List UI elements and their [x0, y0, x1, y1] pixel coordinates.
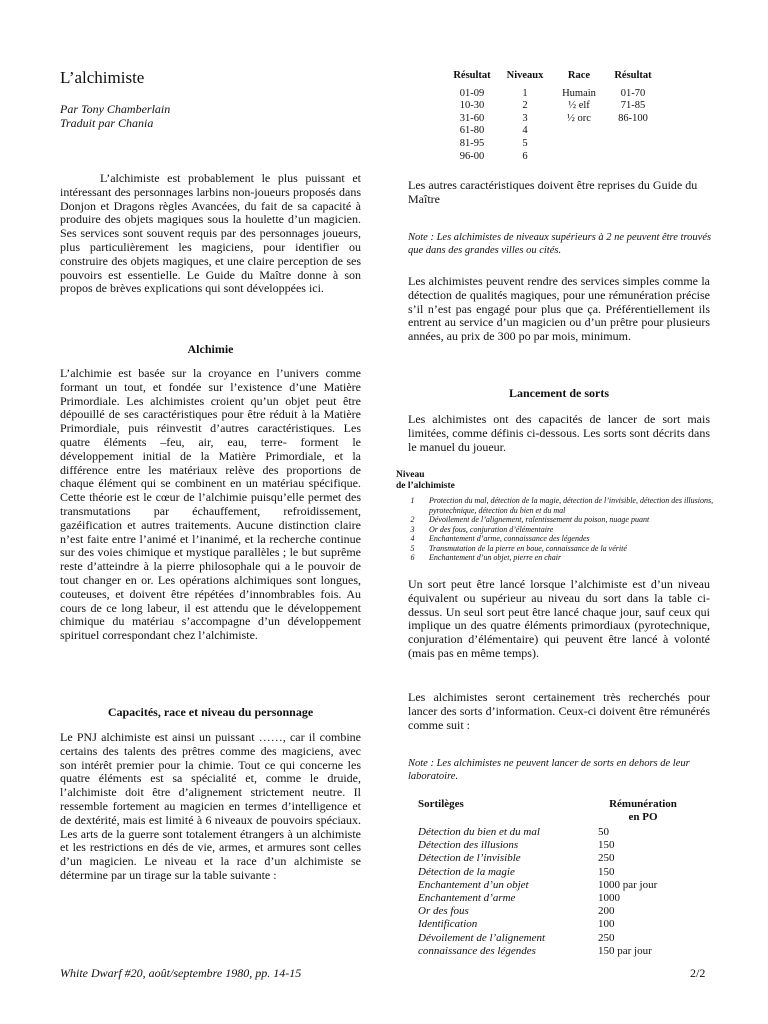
spell-name: connaissance des légendes: [418, 944, 536, 957]
spell-fee: 1000: [598, 892, 620, 905]
list-item: [396, 496, 736, 515]
footer-source: White Dwarf #20, août/septembre 1980, pp. 14-15: [60, 966, 302, 980]
spell-name: Enchantement d’arme: [418, 892, 516, 905]
spell-cast-paragraph: Un sort peut être lancé lorsque l’alchimiste est d’un niveau équivalent ou supérieur au niveau du sort dans la table ci-dessus. Un seul sort peut être lancé chaque jour, sauf ceux qui implique un des quatre éléments primordiaux (pyrotechnique, conjuration d’élémentaire) qui peuvent être lancé à volonté (mais pas en même temps).: [408, 577, 710, 660]
table-cell: 71-85: [620, 100, 646, 112]
table-header: Race: [567, 70, 591, 81]
spell-level-number: 4: [410, 534, 415, 543]
spell-level-spells: Protection du mal, détection de la magie, détection de l’invisible, détection des illusions, pyrotechnique, détection du bien et du mal: [429, 496, 714, 515]
level-race-table: [448, 70, 662, 163]
table-cell: ½ orc: [567, 112, 591, 124]
table-cell: Humain: [562, 87, 596, 99]
spell-fee: 250: [598, 931, 615, 944]
heading-sorts: Lancement de sorts: [509, 386, 609, 400]
spell-name: Enchantement d’un objet: [418, 878, 529, 891]
spell-level-number: 6: [410, 553, 415, 562]
information-paragraph: Les alchimistes seront certainement très recherchés pour lancer des sorts d’information. Ceux-ci doivent être rémunérés comme suit :: [408, 690, 710, 732]
heading-alchimie: Alchimie: [187, 342, 234, 356]
spell-name: Détection des illusions: [418, 839, 519, 852]
spell-name: Détection de la magie: [418, 865, 515, 878]
table-cell: ½ elf: [568, 100, 590, 112]
table-row: [448, 125, 662, 138]
table-cell: 31-60: [459, 112, 485, 124]
table-cell: 96-00: [459, 150, 485, 162]
spell-level-spells: Transmutation de la pierre en boue, connaissance de la vérité: [429, 543, 627, 553]
table-cell: [604, 151, 662, 164]
sorts-paragraph: Les alchimistes ont des capacités de lancer de sort mais limitées, comme définis ci-dessous. Les sorts sont décrits dans le manuel du joueur.: [408, 412, 710, 454]
translator: Traduit par Chania: [60, 116, 154, 130]
table-row: [448, 151, 662, 164]
table-row: [448, 88, 662, 101]
table-cell: [554, 151, 604, 164]
table-cell: [554, 138, 604, 151]
spell-fee: 150: [598, 839, 615, 852]
table-row: [418, 866, 688, 879]
intro-paragraph: L’alchimiste est probablement le plus puissant et intéressant des personnages larbins non-joueurs proposés dans Donjon et Dragons règles Avancées, du fait de sa capacité à produire des objets magiques sous la houlette d’un magicien. Ses services sont souvent requis par des personnages joueurs, plus particulièrement les magiciens, pour identifier ou construire des objets magiques, et une claire perception de ses pouvoirs est essentielle. Le Guide du Maître donne à son propos de brèves explications qui sont développées ici.: [60, 171, 361, 296]
table-row: [418, 892, 688, 905]
spell-fee: 150 par jour: [598, 944, 652, 957]
fees-table: [418, 798, 688, 958]
spell-level-spells: Or des fous, conjuration d’élémentaire: [429, 524, 554, 534]
spell-fee: 200: [598, 905, 615, 918]
spell-name: Dévoilement de l’alignement: [418, 931, 546, 944]
spell-name: Détection de l’invisible: [418, 852, 521, 865]
table-row: [418, 879, 688, 892]
list-item: [396, 515, 736, 525]
spell-fee: 150: [598, 865, 615, 878]
spell-level-header-line: de l’alchimiste: [396, 481, 455, 491]
heading-capacites: Capacités, race et niveau du personnage: [107, 705, 314, 719]
note-levels: Note : Les alchimistes de niveaux supérieurs à 2 ne peuvent être trouvés que dans des grandes villes ou cités.: [408, 231, 712, 256]
spell-level-number: 1: [410, 496, 415, 505]
table-row: [418, 918, 688, 931]
spell-level-spells: Enchantement d’un objet, pierre en chair: [429, 553, 562, 562]
list-item: [396, 534, 736, 544]
table-cell: 2: [522, 100, 528, 112]
spell-level-spells: Enchantement d’arme, connaissance des légendes: [429, 534, 590, 543]
table-cell: 10-30: [459, 100, 485, 112]
list-item: [396, 553, 736, 563]
table-cell: [554, 125, 604, 138]
spell-level-number: 5: [410, 543, 415, 553]
page-title: L’alchimiste: [60, 68, 145, 87]
table-cell: 5: [522, 137, 528, 149]
table-cell: 1: [522, 87, 528, 99]
capacites-paragraph: Le PNJ alchimiste est ainsi un puissant ……, car il combine certains des talents des prêtres comme des magiciens, avec son intérêt premier pour la chimie. Tout ce qui concerne les quatre éléments est sa spécialité et, comme le druide, l’alchimiste doit être d’alignement strictement neutre. Il ressemble fortement au magicien en termes d’intelligence et de dextérité, mais est limité à 6 niveaux de pouvoirs spéciaux. Les arts de la guerre sont totalement étrangers à un alchimiste et les restrictions en dés de vie, armes, et armures sont celles d’un magicien. Le niveau et la race d’un alchimiste se détermine par un tirage sur la table suivante :: [60, 730, 361, 882]
table-row: [448, 138, 662, 151]
services-paragraph: Les alchimistes peuvent rendre des services simples comme la détection de qualités magiques, pour une rémunération précise s’il n’est pas engagé pour plus que ça. Préférentiellement ils entrent au service d’un magicien ou d’un prêtre pour plusieurs années, au prix de 300 po par mois, minimum.: [408, 274, 710, 344]
spell-level-number: 2: [410, 515, 415, 524]
table-cell: 01-70: [620, 87, 646, 99]
table-row: [418, 826, 688, 839]
table-cell: 81-95: [459, 137, 485, 149]
table-row: [418, 945, 688, 958]
table-header: Sortilèges: [418, 798, 464, 810]
spell-fee: 1000 par jour: [598, 878, 658, 891]
spell-level-list: [396, 496, 736, 563]
spell-level-spells: Dévoilement de l’alignement, ralentissement du poison, nuage puant: [429, 515, 650, 524]
table-header: Résultat: [614, 70, 652, 81]
table-cell: 86-100: [618, 112, 648, 124]
spell-name: Or des fous: [418, 905, 469, 918]
spell-level-header-line: Niveau: [396, 470, 425, 480]
spell-name: Identification: [418, 918, 478, 931]
table-row: [418, 905, 688, 918]
alchimie-paragraph: L’alchimie est basée sur la croyance en l’univers comme formant un tout, et fondée sur l’existence d’une Matière Primordiale. Les alchimistes croient qu’un objet peut être dépouillé de ses caractéristiques pour être réduit à la Matière Primordiale, puis réinvestit d’autres caractéristiques. Les quatre éléments –feu, air, eau, terre- forment le développement initial de la Matière Primordiale, et la différence entre les matériaux relève des proportions de chaque élément qui se combinent en un matériau spécifique. Cette théorie est le cœur de l’alchimie puisqu’elle permet des transmutations par échauffement, refroidissement, gazéification et autres traitements. Aucune distinction claire n’est faite entre l’animé et l’inanimé, et la recherche continue sur des voies chimique et mystique parallèles ; le but suprême reste d’atteindre à la pierre philosophale qui a le pouvoir de tout changer en or. Les opérations alchimiques sont longues, couteuses, et doivent être répétées d’innombrables fois. Au cours de ce long labeur, il est attendu que le développement chimique du matériau s’accompagne d’un développement spirituel correspondant chez l’alchimiste.: [60, 366, 361, 643]
list-item: [396, 525, 736, 535]
table-row: [418, 932, 688, 945]
spell-level-header: [396, 470, 455, 492]
table-header: Résultat: [453, 70, 491, 81]
table-cell: 01-09: [459, 87, 485, 99]
spell-level-number: 3: [410, 524, 415, 534]
table-row: [448, 100, 662, 113]
table-cell: 61-80: [459, 125, 485, 137]
table-cell: 3: [522, 112, 528, 124]
spell-fee: 50: [598, 826, 609, 838]
table-header: Niveaux: [506, 70, 544, 81]
table-row: [418, 839, 688, 852]
note-laboratory: Note : Les alchimistes ne peuvent lancer de sorts en dehors de leur laboratoire.: [408, 757, 690, 782]
table-row: [418, 852, 688, 865]
spell-name: Détection du bien et du mal: [418, 826, 540, 838]
table-row: [448, 113, 662, 126]
table-cell: 4: [522, 125, 528, 137]
list-item: [396, 544, 736, 554]
table-header-line: Rémunération: [609, 798, 677, 810]
table-header-line: en PO: [628, 811, 658, 823]
spell-fee: 100: [598, 918, 615, 931]
page-number: 2/2: [690, 966, 706, 980]
other-characteristics: Les autres caractéristiques doivent être reprises du Guide du Maître: [408, 178, 698, 206]
table-header: [598, 798, 688, 826]
table-cell: [604, 138, 662, 151]
table-cell: 6: [522, 150, 528, 162]
author: Par Tony Chamberlain: [60, 102, 171, 116]
table-cell: [604, 125, 662, 138]
spell-fee: 250: [598, 852, 615, 865]
